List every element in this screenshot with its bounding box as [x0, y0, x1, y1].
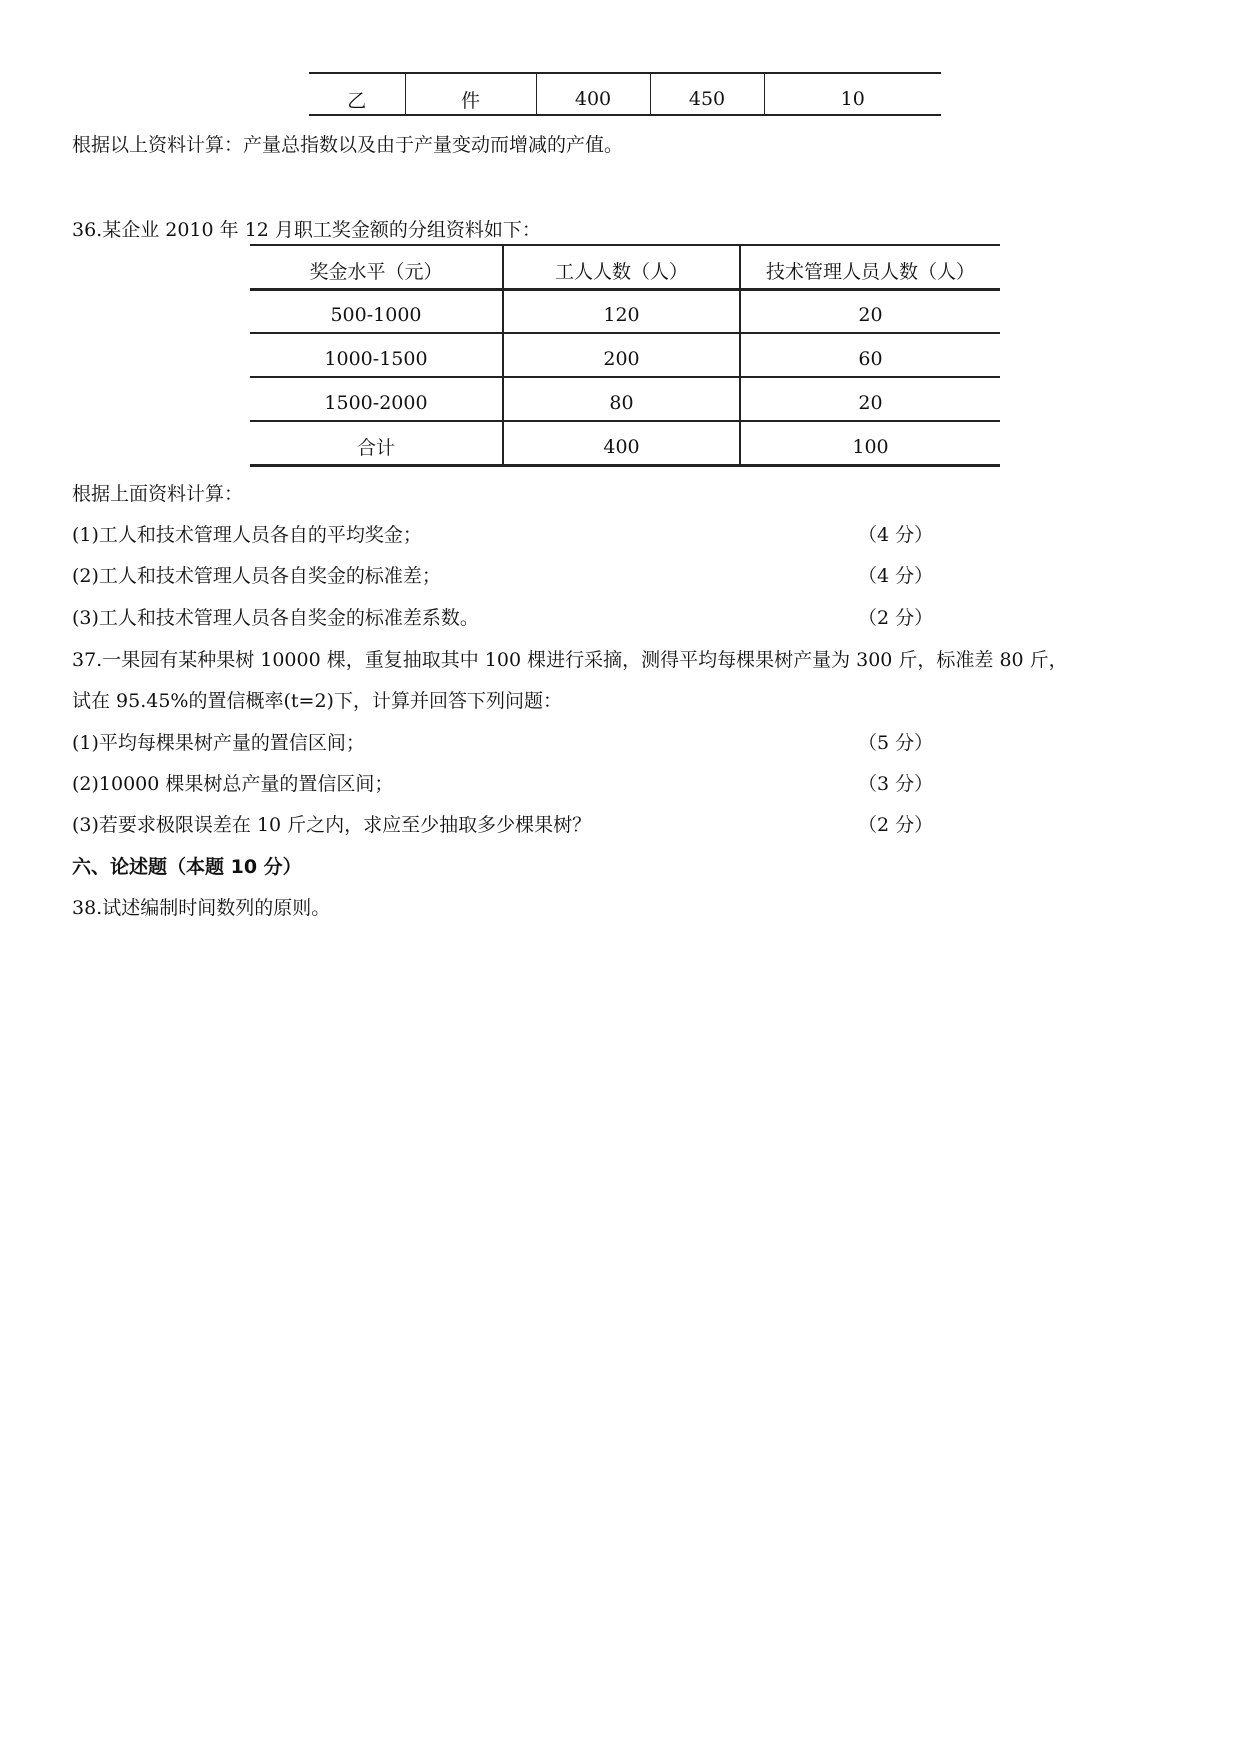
table-header-row [250, 245, 1000, 289]
q37-line-2: 试在 95.45%的置信概率(t=2)下，计算并回答下列问题： [72, 690, 562, 712]
table-cell: 400 [503, 421, 740, 465]
table-cell: 1000-1500 [250, 333, 503, 377]
q36-item-2-score: （4 分） [858, 565, 934, 587]
q37-item-3: (3)若要求极限误差在 10 斤之内，求应至少抽取多少棵果树？ [72, 814, 592, 836]
q37-item-2: (2)10000 棵果树总产量的置信区间； [72, 773, 394, 795]
table-cell: 乙 [309, 73, 405, 115]
q37-item-1-score: （5 分） [858, 732, 934, 754]
table-header-cell: 奖金水平（元） [250, 245, 503, 289]
table-cell: 件 [405, 73, 536, 115]
table-cell: 20 [858, 392, 883, 414]
table-row [250, 333, 1000, 377]
table-cell: 500-1000 [250, 289, 503, 333]
q36-note: 根据上面资料计算： [72, 483, 244, 505]
section-6-title: 六、论述题（本题 10 分） [72, 856, 302, 878]
bonus-table [250, 244, 1000, 467]
table-header-cell: 技术管理人员人数（人） [765, 261, 975, 284]
q36-item-1: (1)工人和技术管理人员各自的平均奖金； [72, 524, 422, 546]
product-table-fragment [309, 72, 941, 116]
table-cell: 100 [852, 435, 889, 458]
table-header-cell: 工人人数（人） [503, 245, 740, 289]
table-row [250, 289, 1000, 333]
table-cell: 120 [503, 289, 740, 333]
table-total-row [250, 421, 1000, 465]
q37-item-2-score: （3 分） [858, 773, 934, 795]
table-cell: 200 [503, 333, 740, 377]
q35-note: 根据以上资料计算：产量总指数以及由于产量变动而增减的产值。 [72, 134, 624, 156]
q36-intro: 36.某企业 2010 年 12 月职工奖金额的分组资料如下： [72, 219, 541, 241]
q36-item-3: (3)工人和技术管理人员各自奖金的标准差系数。 [72, 607, 479, 629]
q37-item-1: (1)平均每棵果树产量的置信区间； [72, 732, 365, 754]
table-cell: 450 [650, 73, 764, 115]
q36-item-2: (2)工人和技术管理人员各自奖金的标准差； [72, 565, 441, 587]
q36-item-3-score: （2 分） [858, 607, 934, 629]
q36-item-1-score: （4 分） [858, 524, 934, 546]
table-cell: 10 [764, 73, 941, 115]
q38-text: 38.试述编制时间数列的原则。 [72, 897, 331, 919]
table-cell: 80 [503, 377, 740, 421]
table-cell: 合计 [250, 421, 503, 465]
table-cell: 20 [858, 304, 883, 327]
q37-line-1: 37.一果园有某种果树 10000 棵，重复抽取其中 100 棵进行采摘，测得平均每棵果树产量为 300 斤，标准差 80 斤， [72, 649, 1068, 671]
table-row [309, 73, 941, 115]
table-row [250, 377, 1000, 421]
table-cell: 1500-2000 [250, 377, 503, 421]
table-cell: 60 [858, 348, 883, 370]
table-cell: 400 [536, 73, 650, 115]
q37-item-3-score: （2 分） [858, 814, 934, 836]
